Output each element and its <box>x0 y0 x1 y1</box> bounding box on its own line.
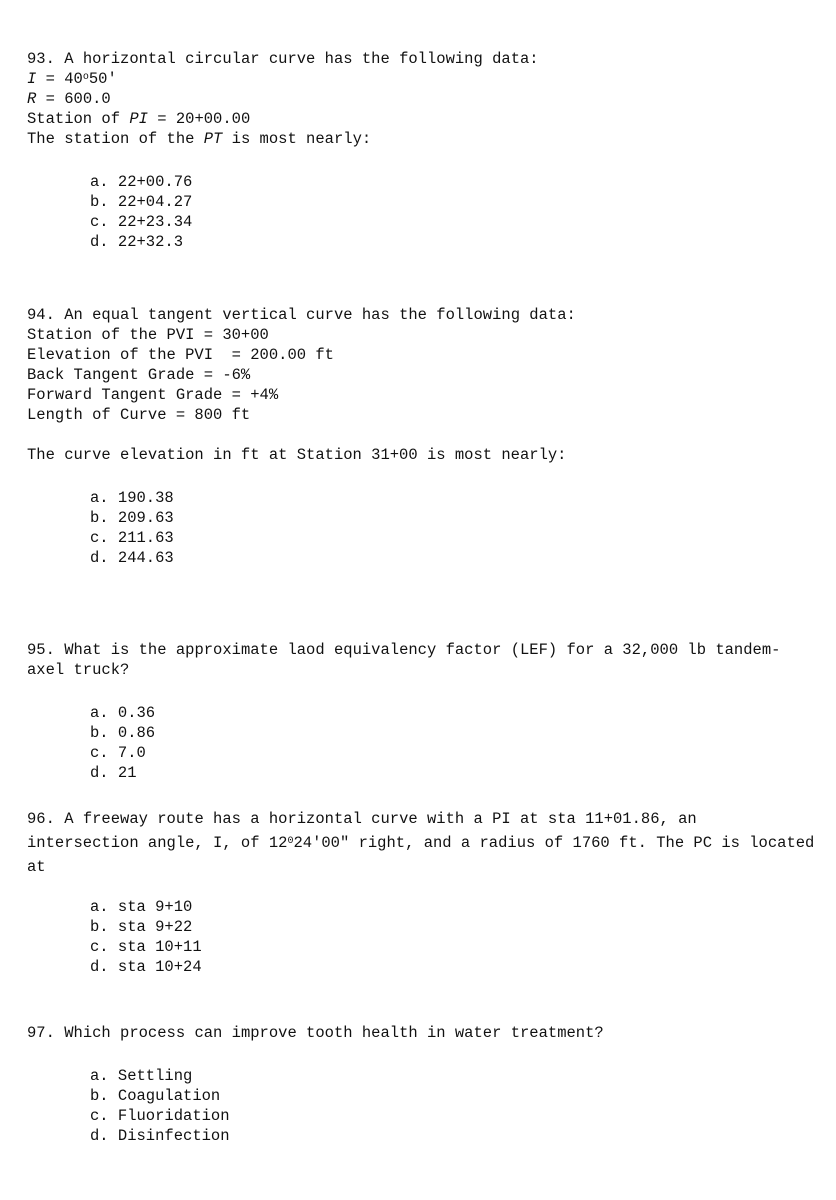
question-94 <box>27 305 817 568</box>
answer-option[interactable]: d. sta 10+24 <box>90 958 202 976</box>
given-radius: R = 600.0 <box>27 90 111 108</box>
answer-options <box>90 488 817 568</box>
given-angle: $I = 40^o50'$ <box>27 70 117 88</box>
given-station: Station of PI = 20+00.00 <box>27 110 251 128</box>
answer-option[interactable]: d. 22+32.3 <box>90 233 184 251</box>
answer-option[interactable]: c. sta 10+11 <box>90 938 202 956</box>
question-ask: The curve elevation in ft at Station 31+00 is most nearly: <box>27 446 567 464</box>
answer-options <box>90 703 817 783</box>
answer-options <box>90 1066 817 1146</box>
answer-option[interactable]: c. 211.63 <box>90 529 174 547</box>
question-97 <box>27 1023 817 1146</box>
answer-option[interactable]: a. 0.36 <box>90 704 156 722</box>
answer-option[interactable]: a. sta 9+10 <box>90 898 193 916</box>
question-prompt: 97. Which process can improve tooth health in water treatment? <box>27 1024 604 1042</box>
question-prompt: 95. What is the approximate laod equivalency factor (LEF) for a 32,000 lb tandem-axel truck? <box>27 641 781 679</box>
answer-option[interactable]: d. Disinfection <box>90 1127 230 1145</box>
answer-option[interactable]: b. 22+04.27 <box>90 193 193 211</box>
answer-option[interactable]: c. 22+23.34 <box>90 213 193 231</box>
degree-symbol: o <box>82 72 89 83</box>
question-96 <box>27 807 817 977</box>
question-ask: The station of the PT is most nearly: <box>27 130 372 148</box>
question-prompt: 93. A horizontal circular curve has the following data: <box>27 50 539 68</box>
answer-options <box>90 897 817 977</box>
given-line: Length of Curve = 800 ft <box>27 406 251 424</box>
degree-symbol: 0 <box>287 836 294 847</box>
question-93 <box>27 49 817 252</box>
answer-options <box>90 172 817 252</box>
answer-option[interactable]: b. 0.86 <box>90 724 156 742</box>
given-line: Elevation of the PVI = 200.00 ft <box>27 346 334 364</box>
answer-option[interactable]: c. Fluoridation <box>90 1107 230 1125</box>
question-prompt: 94. An equal tangent vertical curve has the following data: <box>27 306 576 324</box>
question-prompt: 96. A freeway route has a horizontal curve with a PI at sta 11+01.86, an intersection angle, I, of $12^024'00''$ right, and a radius of 1760 ft. The PC is located at <box>27 810 815 876</box>
answer-option[interactable]: a. Settling <box>90 1067 193 1085</box>
question-95 <box>27 640 817 783</box>
given-line: Forward Tangent Grade = +4% <box>27 386 279 404</box>
answer-option[interactable]: d. 244.63 <box>90 549 174 567</box>
answer-option[interactable]: a. 190.38 <box>90 489 174 507</box>
answer-option[interactable]: d. 21 <box>90 764 137 782</box>
answer-option[interactable]: b. 209.63 <box>90 509 174 527</box>
given-line: Back Tangent Grade = -6% <box>27 366 251 384</box>
answer-option[interactable]: b. Coagulation <box>90 1087 221 1105</box>
answer-option[interactable]: b. sta 9+22 <box>90 918 193 936</box>
answer-option[interactable]: c. 7.0 <box>90 744 146 762</box>
answer-option[interactable]: a. 22+00.76 <box>90 173 193 191</box>
given-line: Station of the PVI = 30+00 <box>27 326 269 344</box>
